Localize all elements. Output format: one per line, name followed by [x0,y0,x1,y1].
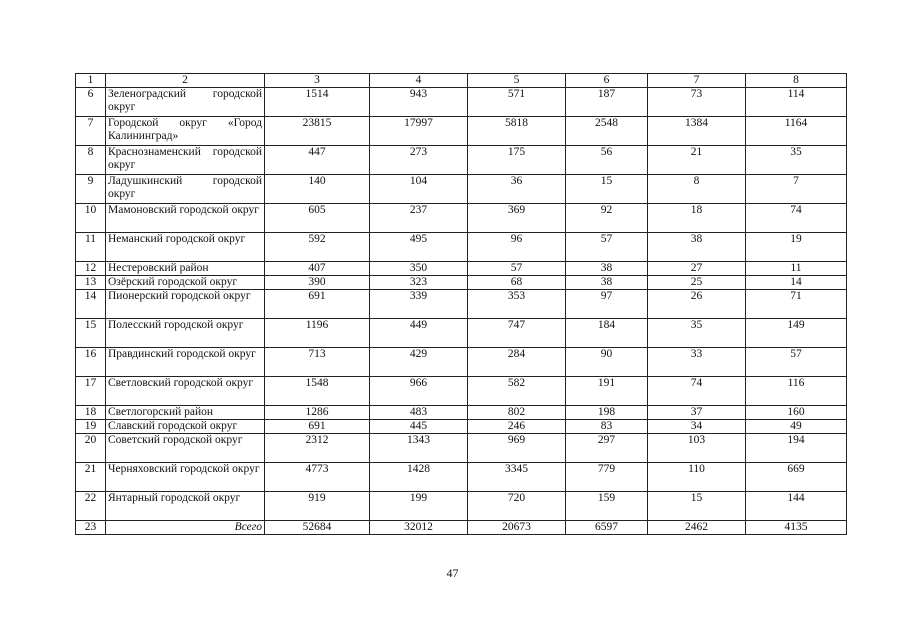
district-name: Неманский городской округ [106,233,265,262]
value-cell: 198 [566,406,648,420]
row-number: 20 [76,434,106,463]
row-number: 18 [76,406,106,420]
value-cell: 38 [566,276,648,290]
value-cell: 38 [648,233,746,262]
table-row [76,276,847,290]
value-cell: 6597 [566,521,648,535]
value-cell: 720 [468,492,566,521]
column-number-header: 5 [468,74,566,88]
row-number: 7 [76,117,106,146]
value-cell: 713 [265,348,370,377]
value-cell: 5818 [468,117,566,146]
table-row [76,290,847,319]
district-name: Нестеровский район [106,262,265,276]
value-cell: 273 [370,146,468,175]
value-cell: 4773 [265,463,370,492]
table-row [76,406,847,420]
value-cell: 1343 [370,434,468,463]
column-number-header: 7 [648,74,746,88]
table-row [76,463,847,492]
value-cell: 104 [370,175,468,204]
value-cell: 73 [648,88,746,117]
value-cell: 71 [746,290,847,319]
value-cell: 605 [265,204,370,233]
value-cell: 19 [746,233,847,262]
table-total-row [76,521,847,535]
district-name: Ладушкинский городской округ [106,175,265,204]
column-number-header: 4 [370,74,468,88]
value-cell: 38 [566,262,648,276]
table-row [76,319,847,348]
row-number: 19 [76,420,106,434]
value-cell: 90 [566,348,648,377]
value-cell: 1286 [265,406,370,420]
value-cell: 35 [746,146,847,175]
value-cell: 57 [746,348,847,377]
district-name: Советский городской округ [106,434,265,463]
row-number: 21 [76,463,106,492]
district-name: Славский городской округ [106,420,265,434]
value-cell: 96 [468,233,566,262]
value-cell: 199 [370,492,468,521]
value-cell: 57 [468,262,566,276]
value-cell: 57 [566,233,648,262]
value-cell: 339 [370,290,468,319]
value-cell: 919 [265,492,370,521]
table-row [76,377,847,406]
value-cell: 175 [468,146,566,175]
table-row [76,175,847,204]
value-cell: 23815 [265,117,370,146]
district-name: Полесский городской округ [106,319,265,348]
total-label: Всего [106,521,265,535]
value-cell: 11 [746,262,847,276]
district-name: Светловский городской округ [106,377,265,406]
value-cell: 15 [566,175,648,204]
value-cell: 116 [746,377,847,406]
value-cell: 779 [566,463,648,492]
value-cell: 17997 [370,117,468,146]
value-cell: 27 [648,262,746,276]
value-cell: 114 [746,88,847,117]
value-cell: 74 [746,204,847,233]
value-cell: 390 [265,276,370,290]
value-cell: 353 [468,290,566,319]
district-name: Светлогорский район [106,406,265,420]
district-name: Правдинский городской округ [106,348,265,377]
table-body [76,74,847,535]
table-row [76,420,847,434]
table-header-row [76,74,847,88]
value-cell: 103 [648,434,746,463]
value-cell: 74 [648,377,746,406]
value-cell: 966 [370,377,468,406]
value-cell: 1384 [648,117,746,146]
row-number: 6 [76,88,106,117]
column-number-header: 8 [746,74,847,88]
value-cell: 350 [370,262,468,276]
value-cell: 160 [746,406,847,420]
value-cell: 297 [566,434,648,463]
district-name: Краснознаменский городской округ [106,146,265,175]
value-cell: 2548 [566,117,648,146]
value-cell: 592 [265,233,370,262]
row-number: 9 [76,175,106,204]
row-number: 15 [76,319,106,348]
row-number: 23 [76,521,106,535]
value-cell: 407 [265,262,370,276]
table-row [76,348,847,377]
value-cell: 429 [370,348,468,377]
value-cell: 26 [648,290,746,319]
value-cell: 18 [648,204,746,233]
district-name: Зеленоградский городской округ [106,88,265,117]
value-cell: 1196 [265,319,370,348]
district-name: Мамоновский городской округ [106,204,265,233]
district-name: Озёрский городской округ [106,276,265,290]
row-number: 11 [76,233,106,262]
value-cell: 52684 [265,521,370,535]
table-row [76,204,847,233]
table-row [76,146,847,175]
value-cell: 445 [370,420,468,434]
value-cell: 68 [468,276,566,290]
value-cell: 246 [468,420,566,434]
value-cell: 25 [648,276,746,290]
table-row [76,233,847,262]
value-cell: 187 [566,88,648,117]
value-cell: 33 [648,348,746,377]
column-number-header: 6 [566,74,648,88]
value-cell: 447 [265,146,370,175]
value-cell: 483 [370,406,468,420]
district-name: Пионерский городской округ [106,290,265,319]
statistics-table [75,73,847,535]
value-cell: 36 [468,175,566,204]
row-number: 22 [76,492,106,521]
value-cell: 32012 [370,521,468,535]
value-cell: 149 [746,319,847,348]
value-cell: 7 [746,175,847,204]
value-cell: 237 [370,204,468,233]
value-cell: 1548 [265,377,370,406]
value-cell: 49 [746,420,847,434]
value-cell: 97 [566,290,648,319]
value-cell: 571 [468,88,566,117]
table-row [76,262,847,276]
table-row [76,88,847,117]
value-cell: 140 [265,175,370,204]
value-cell: 144 [746,492,847,521]
value-cell: 284 [468,348,566,377]
value-cell: 194 [746,434,847,463]
district-name: Черняховский городской округ [106,463,265,492]
value-cell: 35 [648,319,746,348]
value-cell: 20673 [468,521,566,535]
value-cell: 4135 [746,521,847,535]
value-cell: 323 [370,276,468,290]
value-cell: 369 [468,204,566,233]
value-cell: 582 [468,377,566,406]
value-cell: 669 [746,463,847,492]
row-number: 14 [76,290,106,319]
row-number: 16 [76,348,106,377]
column-number-header: 3 [265,74,370,88]
row-number: 10 [76,204,106,233]
row-number: 13 [76,276,106,290]
value-cell: 92 [566,204,648,233]
column-number-header: 2 [106,74,265,88]
row-number: 12 [76,262,106,276]
value-cell: 691 [265,290,370,319]
row-number: 17 [76,377,106,406]
value-cell: 21 [648,146,746,175]
value-cell: 2462 [648,521,746,535]
value-cell: 691 [265,420,370,434]
value-cell: 8 [648,175,746,204]
row-number: 8 [76,146,106,175]
value-cell: 969 [468,434,566,463]
value-cell: 191 [566,377,648,406]
value-cell: 37 [648,406,746,420]
value-cell: 943 [370,88,468,117]
value-cell: 56 [566,146,648,175]
table-row [76,117,847,146]
value-cell: 2312 [265,434,370,463]
value-cell: 110 [648,463,746,492]
value-cell: 159 [566,492,648,521]
value-cell: 1514 [265,88,370,117]
value-cell: 15 [648,492,746,521]
district-name: Янтарный городской округ [106,492,265,521]
value-cell: 1164 [746,117,847,146]
district-name: Городской округ «Город Калининград» [106,117,265,146]
value-cell: 495 [370,233,468,262]
value-cell: 3345 [468,463,566,492]
value-cell: 747 [468,319,566,348]
value-cell: 1428 [370,463,468,492]
value-cell: 83 [566,420,648,434]
value-cell: 14 [746,276,847,290]
column-number-header: 1 [76,74,106,88]
value-cell: 802 [468,406,566,420]
page-number: 47 [446,566,459,580]
value-cell: 34 [648,420,746,434]
table-row [76,492,847,521]
table-row [76,434,847,463]
value-cell: 184 [566,319,648,348]
value-cell: 449 [370,319,468,348]
